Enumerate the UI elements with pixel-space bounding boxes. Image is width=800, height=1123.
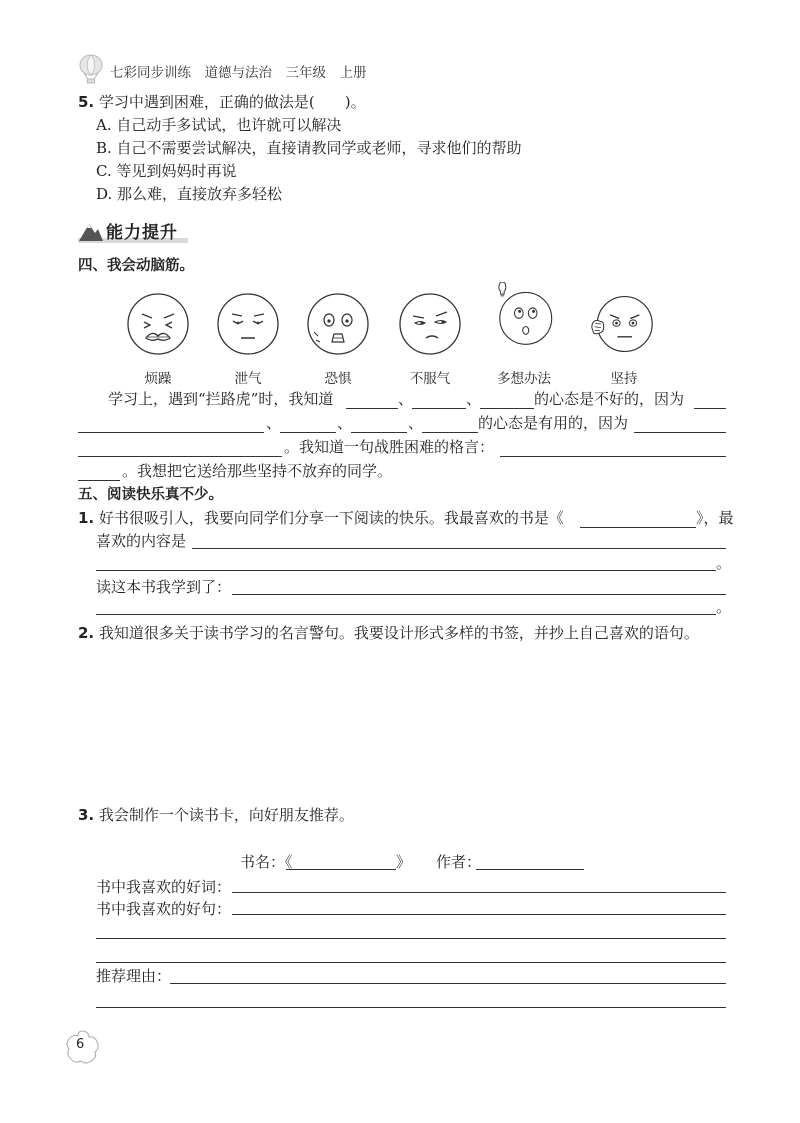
q1-line1 [78,508,564,528]
blank-good-3[interactable] [422,432,478,433]
irritated-face-icon [126,292,190,356]
blank-favorite-book[interactable] [580,527,696,528]
separator: 、 [266,414,282,432]
book-name-close: 》 [396,853,412,871]
face-label: 恐惧 [324,371,352,387]
book-name-label: 书名：《 [240,853,293,871]
fav-sentences-label: 书中我喜欢的好句： [96,900,232,918]
blank-learned-2[interactable] [96,614,716,615]
question-number: 3. [78,806,95,824]
face-label: 泄气 [234,371,262,387]
option-d[interactable]: D. 那么难，直接放弃多轻松 [96,185,283,203]
question-stem: 学习中遇到困难，正确的做法是( )。 [98,93,366,111]
period: 。 [716,554,732,572]
page-number [62,1027,102,1067]
blank-author[interactable] [476,869,584,870]
blank-reason-2[interactable] [96,1007,726,1008]
face-label: 不服气 [409,371,451,387]
face-label: 多想办法 [497,371,551,387]
blank-favorite-content[interactable] [192,548,726,549]
header-title: 七彩同步训练 道德与法治 三年级 上册 [110,65,367,81]
thinking-face-icon [492,282,556,346]
page-number-text: 6 [76,1037,85,1052]
blank-reason-good-cont[interactable] [78,456,282,457]
para-text: 的心态是有用的，因为 [478,414,629,432]
bookmark-design-area[interactable] [78,650,726,800]
part-4-title: 四、我会动脑筋。 [78,258,194,274]
blank-fav-sentences-3[interactable] [96,962,726,963]
blank-reason-bad[interactable] [694,408,726,409]
blank-motto-cont[interactable] [78,480,120,481]
fearful-face-icon [306,292,370,356]
separator: 、 [408,414,424,432]
blank-good-2[interactable] [351,432,407,433]
q2-line [78,623,699,643]
q1-line2: 喜欢的内容是 [96,532,187,550]
discouraged-face-icon [216,292,280,356]
fav-words-label: 书中我喜欢的好词： [96,878,232,896]
separator: 、 [337,414,353,432]
blank-book-name[interactable] [286,869,396,870]
page-header [78,54,478,84]
period: 。 [716,598,732,616]
blank-fav-words[interactable] [232,892,726,893]
face-label: 坚持 [610,371,638,387]
blank-reason-bad-cont[interactable] [78,432,264,433]
hot-air-balloon-icon [78,54,104,84]
mountain-icon [78,220,104,242]
reason-label: 推荐理由： [96,967,172,985]
q3-line [78,805,354,825]
q1-line4: 读这本书我学到了： [96,578,232,596]
blank-reason-good[interactable] [634,432,726,433]
q1-text-end: 》，最 [696,509,734,527]
blank-bad-1[interactable] [346,408,398,409]
blank-fav-sentences[interactable] [232,914,726,915]
separator: 、 [398,390,414,408]
option-b[interactable]: B. 自己不需要尝试解决，直接请教同学或老师，寻求他们的帮助 [96,139,522,157]
determined-face-icon [590,292,654,356]
para-text: 。我想把它送给那些坚持不放弃的同学。 [122,462,393,480]
question-number: 5. [78,93,95,111]
q3-text: 我会制作一个读书卡，向好朋友推荐。 [98,806,354,824]
para-text: 的心态是不好的，因为 [534,390,685,408]
section-title: 能力提升 [106,223,178,243]
blank-bad-2[interactable] [412,408,466,409]
face-label: 烦躁 [144,371,172,387]
para-text: 。我知道一句战胜困难的格言： [284,438,495,456]
blank-motto[interactable] [500,456,726,457]
q1-text: 好书很吸引人，我要向同学们分享一下阅读的快乐。我最喜欢的书是《 [98,509,564,527]
defiant-face-icon [398,292,462,356]
question-number: 1. [78,509,95,527]
q2-text: 我知道很多关于读书学习的名言警句。我要设计形式多样的书签，并抄上自己喜欢的语句。 [98,624,699,642]
question-5 [78,92,366,112]
blank-reason[interactable] [170,983,726,984]
option-a[interactable]: A. 自己动手多试试，也许就可以解决 [96,116,342,134]
part-5-title: 五、阅读快乐真不少。 [78,487,223,503]
question-number: 2. [78,624,95,642]
author-label: 作者： [436,853,482,871]
blank-fav-sentences-2[interactable] [96,938,726,939]
blank-bad-3[interactable] [480,408,534,409]
blank-good-1[interactable] [280,432,336,433]
para-text: 学习上，遇到“拦路虎”时，我知道 [108,390,334,408]
option-c[interactable]: C. 等见到妈妈时再说 [96,162,237,180]
blank-learned[interactable] [232,594,726,595]
separator: 、 [466,390,482,408]
blank-favorite-content-2[interactable] [96,570,716,571]
section-banner [78,218,188,242]
